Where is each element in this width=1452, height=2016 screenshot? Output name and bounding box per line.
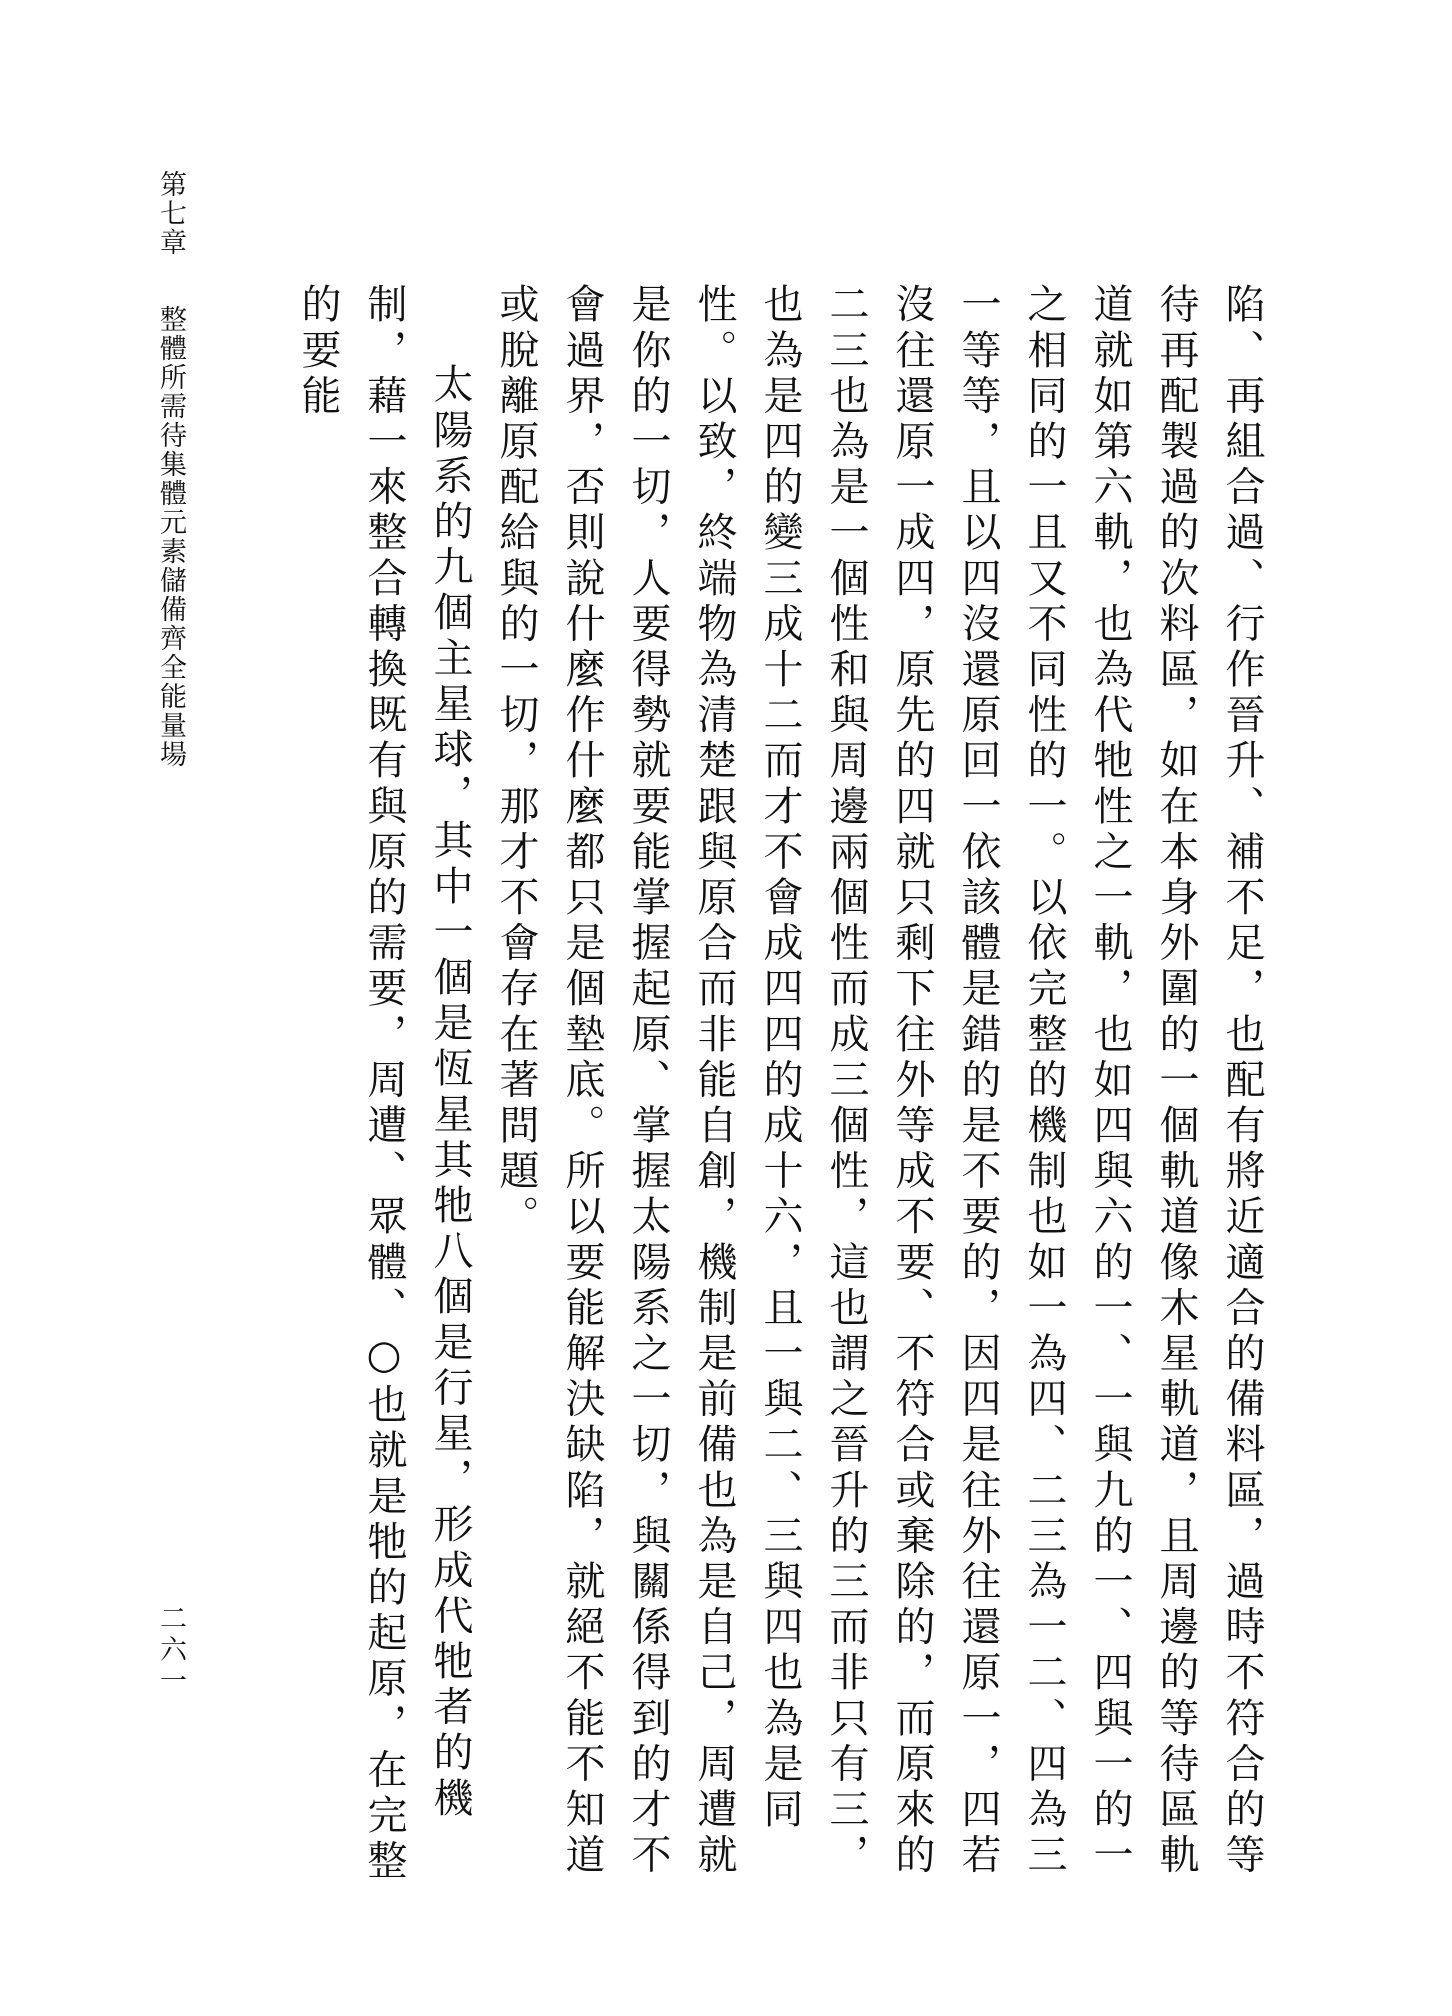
paragraph-2: 太陽系的九個主星球，其中一個是恆星其牠八個是行星，形成代牠者的機制，藉一來整合轉換既有與原的需要，周遭、眾體、○也就是牠的起原，在完整的要能 [295,283,473,1885]
paragraph-1: 陷、再組合過、行作晉升、補不足，也配有將近適合的備料區，過時不符合的等待再配製過的次料區，如在本身外圍的一個軌道像木星軌道，且周邊的等待區軌道就如第六軌，也為代牠性之一軌，也如四與六的一、一與九的一、四與一的一之相同的一且又不同性的一。以依完整的機制也如一為四、二三為一二、四為三一等等，且以四沒還原回一依該體是錯的是不要的，因四是往外往還原一，四若沒往還原一成四，原先的四就只剩下往外等成不要、不符合或棄除的，而原來的二三也為是一個性和與周邊兩個性而成三個性，這也謂之晉升的三而非只有三，也為是四的變三成十二而才不會成四四的成十六，且一與二、三與四也為是同性。以致，終端物為清楚跟與原合而非能自創，機制是前備也為是自己，周遭就是你的一切，人要得勢就要能掌握起原、掌握太陽系之一切，與關係得到的才不會過界，否則說什麼作什麼都只是個墊底。所以要能解決缺陷，就絕不能不知道或脫離原配給與的一切，那才不會存在著問題。 [493,283,1265,1879]
page-number: 二六一 [155,1604,186,1697]
body-text [255,283,1275,1903]
chapter-label: 第七章 [155,170,186,257]
chapter-title: 整體所需待集體元素儲備齊全能量場 [155,305,186,769]
running-header [150,170,190,1830]
